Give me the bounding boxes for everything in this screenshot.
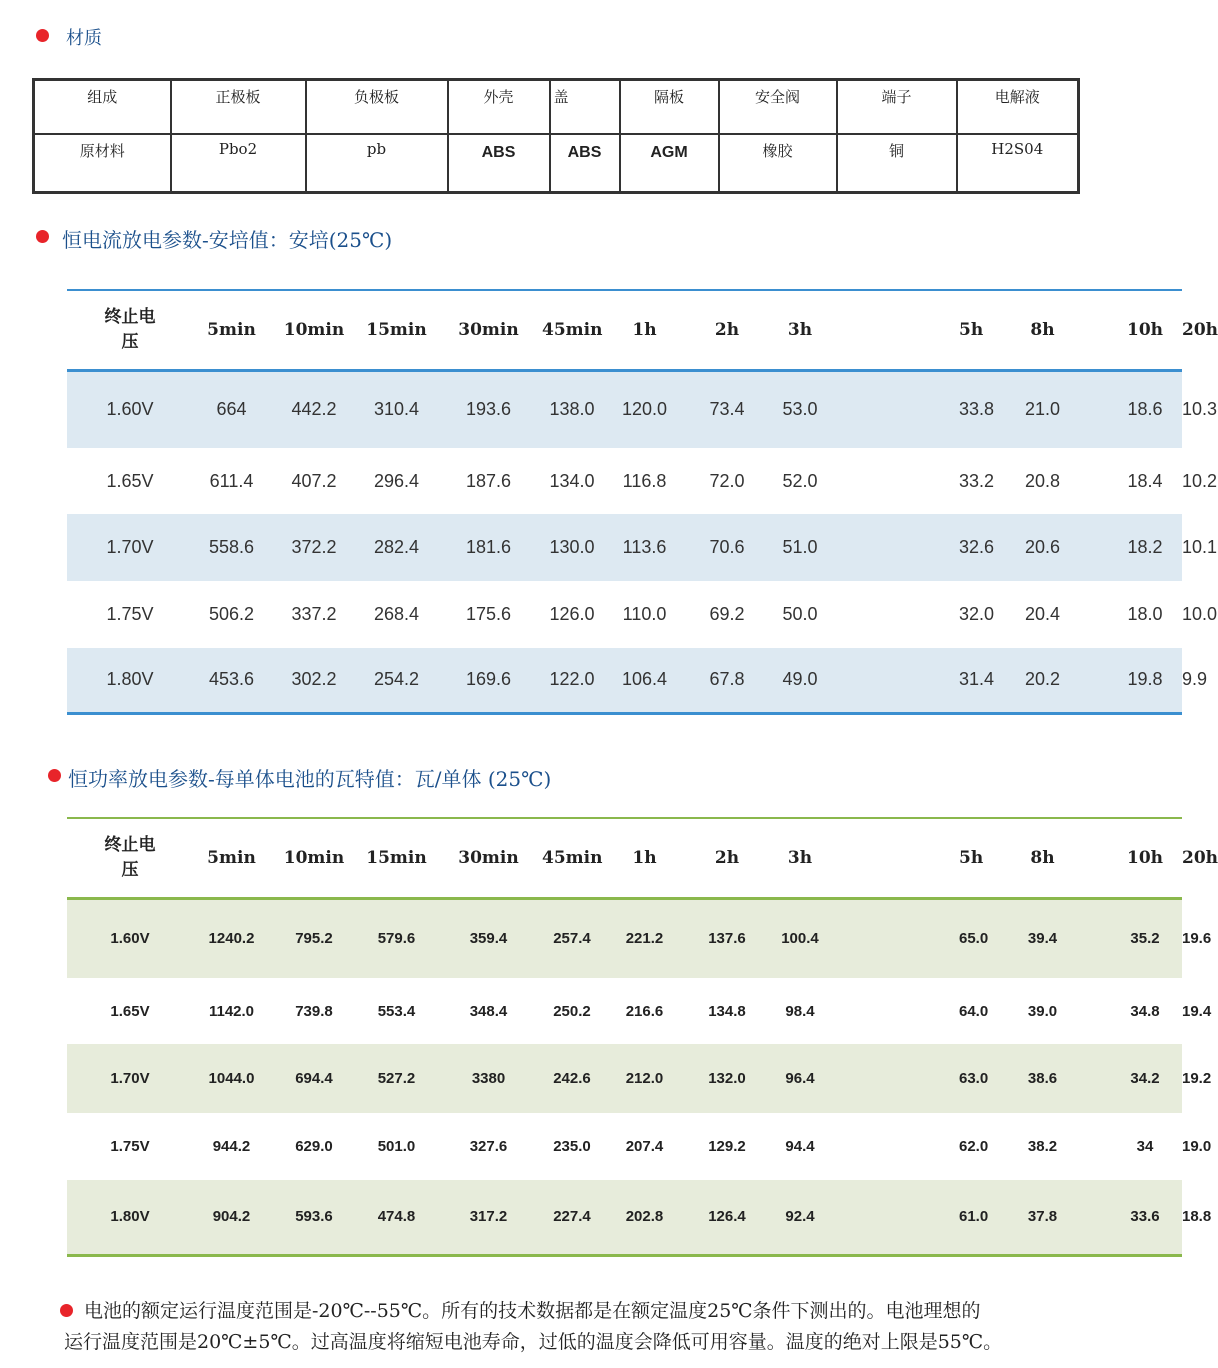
voltage-cell: 1.75V [106, 604, 154, 624]
header-cell: 10h [1126, 847, 1164, 868]
value-cell: 904.2 [212, 1208, 251, 1226]
voltage-cell: 1.65V [106, 470, 154, 491]
header-cell: 30min [458, 847, 519, 868]
value-cell: 795.2 [295, 930, 333, 948]
table-row: 1.65V 1142.0 739.8 553.4 348.4 250.2 216.6 134.8 98.4 64.0 39.0 34.8 19.4 [67, 978, 1182, 1044]
mat-header-cell: 组成 [34, 80, 171, 135]
value-cell: 64.0 [959, 1002, 989, 1020]
value-cell: 193.6 [465, 399, 512, 420]
value-cell: 175.6 [465, 604, 512, 624]
value-cell: 122.0 [549, 669, 595, 690]
value-cell: 34.2 [1130, 1070, 1160, 1087]
value-cell: 70.6 [709, 537, 745, 557]
value-cell: 558.6 [208, 537, 255, 557]
value-cell: 579.6 [377, 930, 416, 948]
value-cell: 302.2 [291, 669, 337, 690]
value-cell: 629.0 [295, 1138, 333, 1155]
power-table-title: 恒功率放电参数-每单体电池的瓦特值：瓦/单体 (25℃) [68, 767, 552, 791]
value-cell: 21.0 [1024, 399, 1061, 420]
value-cell: 18.4 [1127, 470, 1163, 491]
value-cell: 694.4 [295, 1070, 333, 1087]
value-cell: 739.8 [295, 1002, 333, 1020]
header-cell: 5min [207, 847, 256, 868]
header-cell: 15min [366, 319, 427, 340]
value-cell: 19.8 [1127, 669, 1163, 690]
header-cell: 10h [1126, 319, 1164, 340]
value-cell: 53.0 [782, 399, 818, 420]
materials-title: 材质 [66, 28, 102, 49]
spacer-cell [833, 648, 959, 713]
mat-value-cell: pb [306, 134, 448, 193]
value-cell: 18.0 [1127, 604, 1163, 624]
value-cell: 553.4 [377, 1002, 416, 1020]
bullet-icon [36, 230, 49, 243]
value-cell: 20.4 [1024, 604, 1061, 624]
value-cell: 132.0 [708, 1070, 746, 1087]
mat-value-cell: ABS [550, 134, 620, 193]
value-cell: 282.4 [373, 537, 420, 557]
mat-value-cell: 橡胶 [719, 134, 837, 193]
value-cell: 120.0 [621, 399, 668, 420]
table-row: 1.70V 558.6 372.2 282.4 181.6 130.0 113.6 70.6 51.0 32.6 20.6 18.2 10.1 [67, 514, 1182, 581]
value-cell: 254.2 [373, 669, 420, 690]
value-cell: 18.6 [1127, 399, 1163, 420]
value-cell: 67.8 [709, 669, 745, 690]
mat-header-cell: 外壳 [448, 80, 550, 135]
value-cell: 407.2 [291, 470, 337, 491]
value-cell: 20.6 [1024, 537, 1061, 557]
value-cell: 257.4 [553, 930, 591, 948]
value-cell: 38.2 [1027, 1138, 1058, 1155]
value-cell: 100.4 [781, 930, 819, 948]
mat-header-cell: 负极板 [306, 80, 448, 135]
current-discharge-table [67, 289, 1218, 715]
value-cell: 20.2 [1024, 669, 1061, 690]
value-cell: 33.8 [959, 399, 995, 420]
note-line: 运行温度范围是20℃±5℃。过高温度将缩短电池寿命，过低的温度会降低可用容量。温度的绝对上限是55℃。 [64, 1331, 1003, 1353]
value-cell: 116.8 [622, 470, 667, 491]
value-cell: 137.6 [708, 930, 746, 948]
spacer-cell [833, 581, 959, 648]
voltage-cell: 1.65V [110, 1002, 150, 1020]
value-cell: 62.0 [959, 1138, 989, 1155]
value-cell: 207.4 [625, 1138, 664, 1155]
value-cell: 202.8 [625, 1208, 664, 1226]
header-voltage: 终止电压 [104, 834, 156, 880]
value-cell: 33.6 [1130, 1208, 1160, 1226]
header-cell: 3h [787, 319, 813, 340]
voltage-cell: 1.75V [110, 1138, 150, 1155]
value-cell: 221.2 [625, 930, 664, 948]
header-cell: 1h [632, 319, 657, 340]
header-cell: 45min [542, 847, 603, 868]
spacer-cell [833, 290, 959, 370]
value-cell: 106.4 [621, 669, 668, 690]
header-cell: 5h [959, 847, 984, 868]
value-cell: 134.8 [708, 1002, 746, 1020]
header-cell: 3h [787, 847, 813, 868]
voltage-cell: 1.60V [110, 930, 150, 948]
value-cell: 187.6 [465, 470, 512, 491]
voltage-cell: 1.80V [106, 669, 154, 690]
value-cell: 593.6 [295, 1208, 333, 1226]
value-cell: 35.2 [1130, 930, 1160, 948]
current-table-title: 恒电流放电参数-安培值：安培(25℃) [62, 228, 393, 252]
value-cell: 506.2 [208, 604, 255, 624]
value-cell: 235.0 [553, 1138, 591, 1155]
spacer-cell [833, 448, 959, 514]
value-cell: 664 [216, 399, 247, 420]
header-cell: 10min [283, 847, 345, 868]
spacer-cell [833, 978, 959, 1044]
materials-value-row [34, 134, 1079, 193]
header-cell: 45min [542, 319, 603, 340]
mat-header-cell: 电解液 [957, 80, 1079, 135]
voltage-cell: 1.80V [110, 1208, 150, 1226]
table-row: 1.75V 944.2 629.0 501.0 327.6 235.0 207.4 129.2 94.4 62.0 38.2 34 19.0 [67, 1113, 1182, 1180]
mat-header-cell: 正极板 [171, 80, 306, 135]
value-cell: 611.4 [209, 470, 254, 491]
power-discharge-table [67, 817, 1218, 1257]
materials-header-row [34, 80, 1079, 135]
voltage-cell: 1.60V [106, 399, 154, 420]
table-row: 1.80V 904.2 593.6 474.8 317.2 227.4 202.8 126.4 92.4 61.0 37.8 33.6 18.8 [67, 1180, 1182, 1255]
value-cell: 1044.0 [208, 1070, 255, 1087]
mat-value-cell: 铜 [837, 134, 957, 193]
mat-value-cell: 原材料 [34, 134, 171, 193]
value-cell: 34.8 [1130, 1002, 1160, 1020]
table-row: 1.75V 506.2 337.2 268.4 175.6 126.0 110.0 69.2 50.0 32.0 20.4 18.0 10.0 [67, 581, 1182, 648]
value-cell: 372.2 [291, 537, 337, 557]
table-row: 1.65V 611.4 407.2 296.4 187.6 134.0 116.8 72.0 52.0 33.2 20.8 18.4 10.2 [67, 448, 1182, 514]
header-cell: 2h [714, 847, 740, 868]
header-cell: 30min [458, 319, 519, 340]
header-cell: 8h [1030, 847, 1055, 868]
mat-value-cell: H2S04 [957, 134, 1079, 193]
value-cell: 944.2 [212, 1138, 251, 1155]
value-cell: 212.0 [625, 1070, 664, 1087]
value-cell: 268.4 [373, 604, 420, 624]
value-cell: 37.8 [1027, 1208, 1058, 1226]
header-cell: 1h [632, 847, 657, 868]
value-cell: 65.0 [959, 930, 989, 948]
mat-header-cell: 端子 [837, 80, 957, 135]
spacer-cell [833, 370, 959, 448]
value-cell: 3380 [471, 1070, 506, 1087]
value-cell: 31.4 [959, 669, 995, 690]
value-cell: 453.6 [208, 669, 255, 690]
value-cell: 442.2 [291, 399, 337, 420]
value-cell: 181.6 [465, 537, 512, 557]
value-cell: 39.0 [1027, 1002, 1058, 1020]
value-cell: 32.6 [959, 537, 995, 557]
bullet-icon [36, 29, 49, 42]
value-cell: 501.0 [377, 1138, 416, 1155]
spacer-cell [833, 1113, 959, 1180]
value-cell: 348.4 [469, 1002, 508, 1020]
table-row: 1.80V 453.6 302.2 254.2 169.6 122.0 106.4 67.8 49.0 31.4 20.2 19.8 9.9 [67, 648, 1182, 713]
value-cell: 242.6 [553, 1070, 591, 1087]
bullet-icon [48, 769, 61, 782]
header-row: 终止电压 5min 10min 15min 30min 45min 1h 2h 3h 5h 8h 10h 20h [67, 290, 1182, 370]
value-cell: 49.0 [782, 669, 818, 690]
spacer-cell [833, 898, 959, 978]
table-row: 1.60V 1240.2 795.2 579.6 359.4 257.4 221.2 137.6 100.4 65.0 39.4 35.2 19.6 [67, 898, 1182, 978]
value-cell: 98.4 [785, 1002, 815, 1020]
temperature-note [64, 1296, 1174, 1358]
value-cell: 113.6 [622, 537, 667, 557]
mat-value-cell: ABS [448, 134, 550, 193]
materials-table [32, 78, 1080, 194]
mat-value-cell: AGM [620, 134, 719, 193]
value-cell: 359.4 [469, 930, 508, 948]
spacer-cell [833, 1044, 959, 1113]
table-row: 1.70V 1044.0 694.4 527.2 3380 242.6 212.0 132.0 96.4 63.0 38.6 34.2 19.2 [67, 1044, 1182, 1113]
value-cell: 33.2 [959, 470, 995, 491]
table-row: 1.60V 664 442.2 310.4 193.6 138.0 120.0 73.4 53.0 33.8 21.0 18.6 10.3 [67, 370, 1182, 448]
value-cell: 34 [1136, 1138, 1154, 1155]
value-cell: 130.0 [549, 537, 595, 557]
header-cell: 15min [366, 847, 427, 868]
value-cell: 474.8 [377, 1208, 416, 1226]
value-cell: 296.4 [373, 470, 420, 491]
value-cell: 94.4 [785, 1138, 815, 1155]
value-cell: 61.0 [959, 1208, 989, 1226]
value-cell: 1142.0 [208, 1002, 255, 1020]
spacer-cell [833, 818, 959, 898]
value-cell: 51.0 [782, 537, 818, 557]
value-cell: 129.2 [708, 1138, 746, 1155]
value-cell: 1240.2 [208, 930, 255, 948]
value-cell: 50.0 [782, 604, 818, 624]
value-cell: 69.2 [709, 604, 745, 624]
note-line: 电池的额定运行温度范围是-20℃--55℃。所有的技术数据都是在额定温度25℃条件下测出的。电池理想的 [84, 1300, 981, 1322]
value-cell: 138.0 [549, 399, 595, 420]
value-cell: 250.2 [553, 1002, 591, 1020]
header-cell: 5min [207, 319, 256, 340]
voltage-cell: 1.70V [110, 1070, 150, 1087]
value-cell: 73.4 [709, 399, 745, 420]
mat-value-cell: Pbo2 [171, 134, 306, 193]
value-cell: 63.0 [959, 1070, 989, 1087]
value-cell: 216.6 [625, 1002, 664, 1020]
header-cell: 5h [959, 319, 984, 340]
value-cell: 337.2 [291, 604, 337, 624]
spacer-cell [833, 514, 959, 581]
value-cell: 110.0 [622, 604, 667, 624]
value-cell: 527.2 [377, 1070, 416, 1087]
mat-header-cell: 安全阀 [719, 80, 837, 135]
value-cell: 72.0 [709, 470, 745, 491]
header-cell: 10min [283, 319, 345, 340]
value-cell: 134.0 [549, 470, 595, 491]
value-cell: 92.4 [785, 1208, 815, 1226]
mat-header-cell: 隔板 [620, 80, 719, 135]
value-cell: 310.4 [373, 399, 420, 420]
value-cell: 327.6 [469, 1138, 508, 1155]
header-row: 终止电压 5min 10min 15min 30min 45min 1h 2h 3h 5h 8h 10h 20h [67, 818, 1182, 898]
value-cell: 126.0 [549, 604, 595, 624]
voltage-cell: 1.70V [106, 537, 154, 557]
value-cell: 96.4 [785, 1070, 815, 1087]
value-cell: 39.4 [1027, 930, 1058, 948]
value-cell: 52.0 [782, 470, 818, 491]
spacer-cell [833, 1180, 959, 1255]
value-cell: 126.4 [708, 1208, 746, 1226]
header-voltage: 终止电压 [104, 306, 156, 352]
value-cell: 18.2 [1127, 537, 1163, 557]
header-cell: 8h [1030, 319, 1055, 340]
value-cell: 38.6 [1027, 1070, 1058, 1087]
value-cell: 227.4 [553, 1208, 591, 1226]
value-cell: 32.0 [959, 604, 995, 624]
value-cell: 317.2 [469, 1208, 508, 1226]
header-cell: 2h [714, 319, 740, 340]
value-cell: 169.6 [465, 669, 512, 690]
value-cell: 20.8 [1024, 470, 1061, 491]
mat-header-cell: 盖 [550, 80, 620, 135]
